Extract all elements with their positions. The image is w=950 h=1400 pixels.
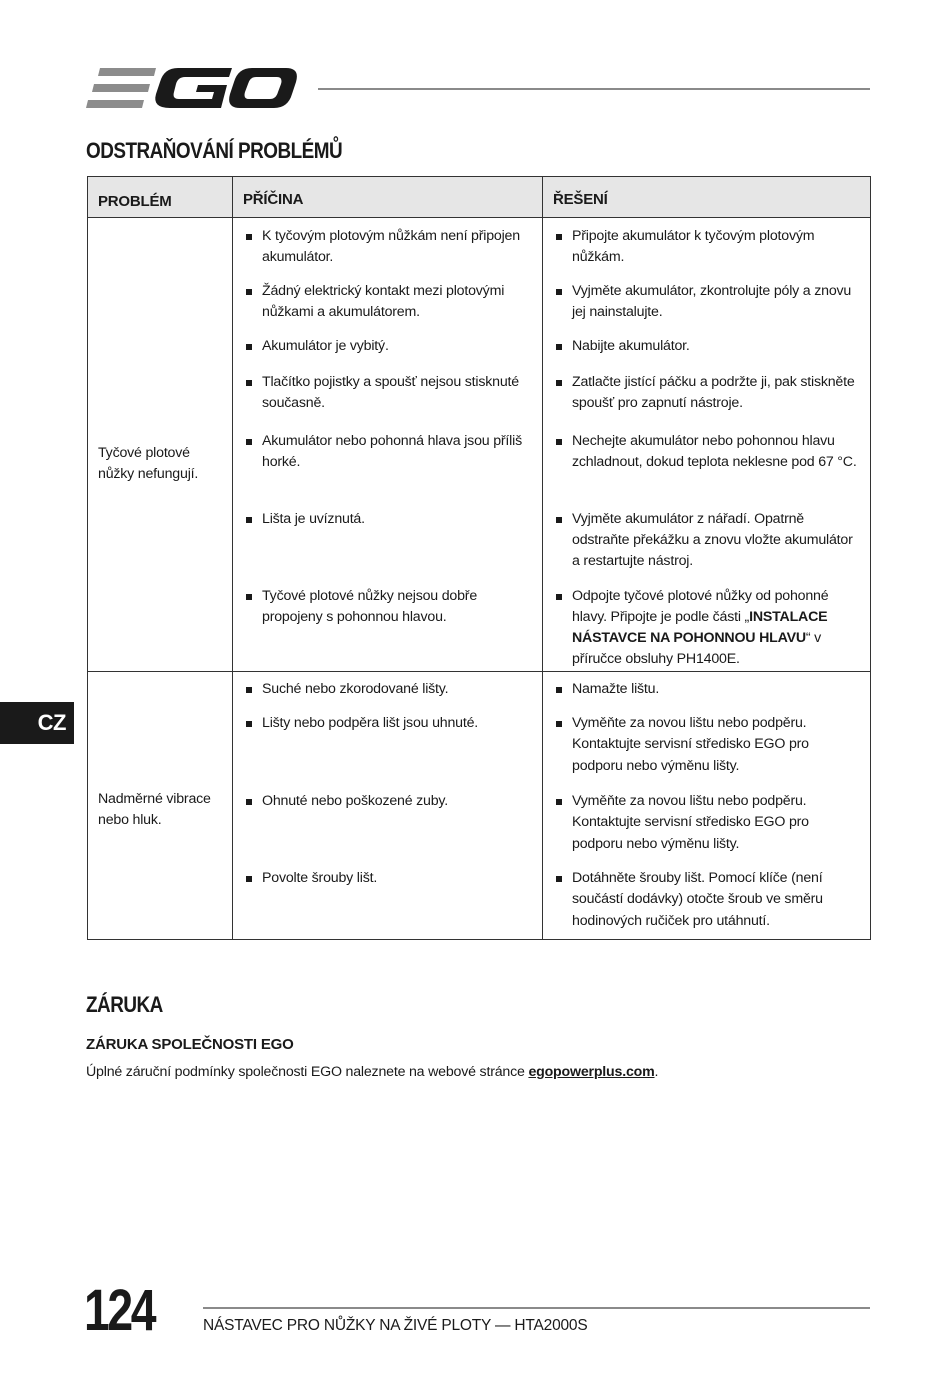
list-item: Vyměňte za novou lištu nebo podpěru. Kontaktujte servisní středisko EGO pro podporu nebo výměnu lišty. — [543, 791, 870, 855]
solution-cell — [543, 330, 871, 365]
cause-cell — [233, 218, 543, 274]
warranty-title: ZÁRUKA — [86, 992, 163, 1017]
list-item: Lišty nebo podpěra lišt jsou uhnuté. — [233, 713, 542, 734]
solution-cell — [543, 424, 871, 502]
solution-cell — [543, 706, 871, 784]
troubleshooting-table — [87, 176, 871, 940]
list-item: Dotáhněte šrouby lišt. Pomocí klíče (není součástí dodávky) otočte šroub ve směru hodinových ručiček pro utáhnutí. — [543, 868, 870, 932]
header-cause: PŘÍČINA — [233, 177, 543, 218]
list-item: Vyjměte akumulátor, zkontrolujte póly a znovu jej nainstalujte. — [543, 281, 870, 324]
solution-cell — [543, 274, 871, 330]
warranty-text — [86, 1064, 658, 1080]
cause-cell — [233, 330, 543, 365]
list-item: Suché nebo zkorodované lišty. — [233, 679, 542, 700]
ego-logo — [86, 64, 298, 112]
header-problem: PROBLÉM — [88, 177, 233, 218]
list-item: Lišta je uvíznutá. — [233, 509, 542, 530]
header-rule — [318, 88, 870, 90]
cause-cell — [233, 424, 543, 502]
list-item: Akumulátor nebo pohonná hlava jsou příliš horké. — [233, 431, 542, 474]
solution-reference: INSTALACE NÁSTAVCE NA POHONNOU HLAVU — [572, 608, 828, 647]
cause-cell — [233, 861, 543, 939]
table-header-row — [88, 177, 871, 218]
list-item — [543, 586, 870, 671]
solution-cell — [543, 861, 871, 939]
solution-cell — [543, 579, 871, 672]
list-item: Vyměňte za novou lištu nebo podpěru. Kontaktujte servisní středisko EGO pro podporu nebo výměnu lišty. — [543, 713, 870, 777]
footer-rule — [203, 1307, 870, 1309]
solution-cell — [543, 365, 871, 424]
list-item: Akumulátor je vybitý. — [233, 336, 542, 357]
list-item: Žádný elektrický kontakt mezi plotovými nůžkami a akumulátorem. — [233, 281, 542, 324]
problem-cell — [88, 218, 233, 672]
cause-cell — [233, 365, 543, 424]
language-tab: CZ — [0, 702, 74, 744]
footer-title: NÁSTAVEC PRO NŮŽKY NA ŽIVÉ PLOTY — HTA2000S — [203, 1317, 588, 1334]
list-item: Vyjměte akumulátor z nářadí. Opatrně odstraňte překážku a znovu vložte akumulátor a restartujte nástroj. — [543, 509, 870, 573]
page-number: 124 — [84, 1278, 155, 1343]
warranty-text-suffix: . — [654, 1064, 659, 1080]
problem-cell — [88, 671, 233, 939]
list-item: Tlačítko pojistky a spoušť nejsou stisknuté současně. — [233, 372, 542, 415]
list-item: Povolte šrouby lišt. — [233, 868, 542, 889]
solution-cell — [543, 218, 871, 274]
problem-text: Tyčové plotové nůžky nefungují. — [98, 445, 199, 483]
warranty-subtitle: ZÁRUKA SPOLEČNOSTI EGO — [86, 1036, 294, 1053]
solution-text: “ v příručce obsluhy PH1400E. — [572, 630, 822, 668]
cause-cell — [233, 579, 543, 672]
list-item: Nabijte akumulátor. — [543, 336, 870, 357]
solution-cell — [543, 784, 871, 861]
header-solution: ŘEŠENÍ — [543, 177, 871, 218]
list-item: Nechejte akumulátor nebo pohonnou hlavu zchladnout, dokud teplota neklesne pod 67 °C. — [543, 431, 870, 474]
solution-text: Odpojte tyčové plotové nůžky od pohonné hlavy. Připojte je podle části „ — [572, 587, 829, 625]
problem-text: Nadměrné vibrace nebo hluk. — [98, 790, 211, 829]
troubleshooting-title: ODSTRAŇOVÁNÍ PROBLÉMŮ — [86, 138, 343, 163]
warranty-text-prefix: Úplné záruční podmínky společnosti EGO naleznete na webové stránce — [86, 1064, 529, 1080]
solution-cell — [543, 671, 871, 706]
list-item: Tyčové plotové nůžky nejsou dobře propojeny s pohonnou hlavou. — [233, 586, 542, 629]
list-item: Zatlačte jistící páčku a podržte ji, pak stiskněte spoušť pro zapnutí nástroje. — [543, 372, 870, 415]
list-item: Ohnuté nebo poškozené zuby. — [233, 791, 542, 812]
cause-cell — [233, 671, 543, 706]
cause-cell — [233, 784, 543, 861]
list-item: Namažte lištu. — [543, 679, 870, 700]
cause-cell — [233, 502, 543, 579]
table-row — [88, 671, 871, 706]
table-row — [88, 218, 871, 274]
warranty-link[interactable]: egopowerplus.com — [528, 1064, 655, 1080]
cause-cell — [233, 706, 543, 784]
list-item: Připojte akumulátor k tyčovým plotovým nůžkám. — [543, 226, 870, 269]
solution-cell — [543, 502, 871, 579]
list-item: K tyčovým plotovým nůžkám není připojen akumulátor. — [233, 226, 542, 269]
cause-cell — [233, 274, 543, 330]
